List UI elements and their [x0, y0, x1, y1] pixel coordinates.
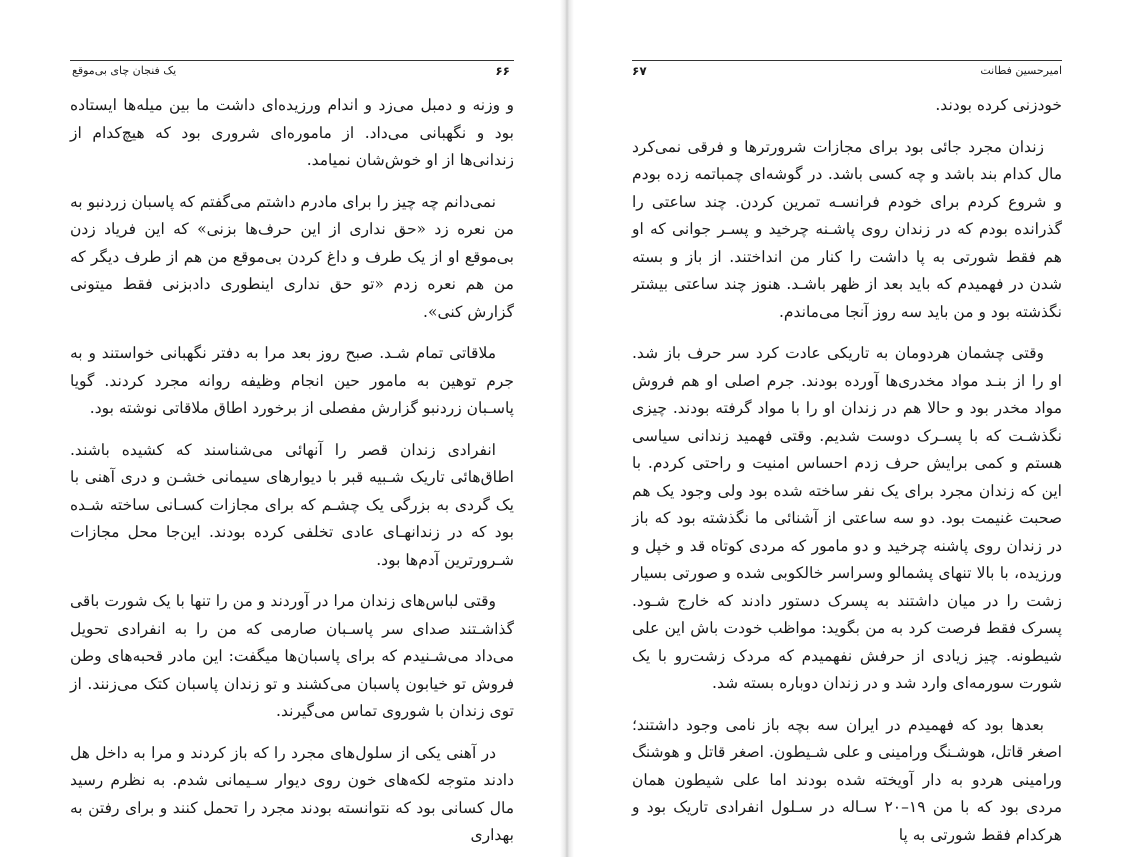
paragraph: در آهنی یکی از سلول‌های مجرد را که باز کردند و مرا به داخل هل دادند متوجه لکه‌های خون روی دیوار سـیمانی شدم. به نظرم رسید مال کسانی بود که نتوانسته بودند مجرد را تحمل کنند و برای رفتن به بهداری	[70, 743, 514, 844]
page-number: ۶۶	[495, 64, 510, 78]
paragraph: و وزنه و دمبل می‌زد و اندام ورزیده‌ای داشت ما بین میله‌ها ایستاده بود و نگهبانی می‌داد. از ماموره‌ای شروری بود که هیچ‌کدام از زندانی‌ها از او خوش‌شان نمیامد.	[70, 96, 514, 169]
page-number: ۶۷	[632, 64, 647, 78]
paragraph: نمی‌دانم چه چیز را برای مادرم داشتم می‌گفتم که پاسبان زردنبو به من نعره زد «حق نداری از این حرف‌ها بزنی» که این فریاد زدن بی‌موقع او از یک طرف و داغ کردن بی‌موقع من هم از طرف دیگر که من هم نعره زدم «تو حق نداری اینطوری دادبزنی فقط میتونی گزارش کنی».	[70, 192, 514, 321]
right-page-header	[632, 60, 1062, 81]
right-page-body	[632, 92, 1062, 863]
left-page-body	[70, 92, 514, 864]
left-page-header	[70, 60, 514, 81]
paragraph: خودزنی کرده بودند.	[935, 96, 1062, 114]
paragraph: بعدها بود که فهمیدم در ایران سه بچه باز نامی وجود داشتند؛ اصغر قاتل، هوشـنگ ورامینی و علی شـیطون. اصغر قاتل و هوشنگ ورامینی هردو به دار آویخته شده بودند اما علی شیطون همان مردی بود که با من ۱۹–۲۰ سـاله در سـلول انفرادی تاریک بود و هرکدام فقط شورتی به پا	[632, 715, 1062, 844]
running-title: امیرحسین فطانت	[980, 64, 1062, 77]
book-gutter	[560, 0, 574, 857]
paragraph: وقتی چشمان هردومان به تاریکی عادت کرد سر حرف باز شد. او را از بنـد مواد مخدری‌ها آورده بودند. جرم اصلی او هم فروش مواد مخدر بود و حالا هم در زندان او را با مواد گرفته بودند. چیزی نگذشـت که با پسـرک دوست شدیم. وقتی فهمید زندانی سیاسی هستم و کمی برایش حرف زدم احساس امنیت و راحتی کردم. با این که زندان مجرد برای یک نفر ساخته شده بود ولی وجود یک هم صحبت غنیمت بود. دو سه ساعتی از آشنائی ما نگذشته بود که باز در زندان روی پاشنه چرخید و دو مامور که مردی کوتاه قد و خپل و ورزیده، با بالا تنهای پشمالو وسراسر خالکوبی شده و صورتی بسیار زشت را در میان داشتند به پسرک دستور دادند که خارج شـود. پسرک فقط فرصت کرد به من بگوید: مواظب خودت باش این علی شیطونه. چیز زیادی از حرفش نفهمیدم که مردک زشت‌رو با یک شورت سورمه‌ای وارد شد و در زندان دوباره بسته شد.	[632, 344, 1062, 692]
paragraph: انفرادی زندان قصر را آنهائی می‌شناسند که کشیده باشند. اطاق‌هائی تاریک شـبیه قبر با دیوارهای سیمانی خشـن و دری آهنی با یک گردی به بزرگی یک چشـم که برای مجازات کسـانی ساخته شـده بود که در زندانهـای عادی تخلفی کرده بودند. این‌جا محل مجازات شـرورترین آدم‌ها بود.	[70, 440, 514, 569]
paragraph: ملاقاتی تمام شـد. صبح روز بعد مرا به دفتر نگهبانی خواستند و به جرم توهین به مامور حین انجام وظیفه روانه مجرد کردند. گویا پاسـبان زردنبو گزارش مفصلی از برخورد اطاق ملاقاتی نوشته بود.	[70, 344, 514, 417]
running-title: یک فنجان چای بی‌موقع	[72, 64, 177, 77]
paragraph: زندان مجرد جائی بود برای مجازات شرورترها و فرقی نمی‌کرد مال کدام بند باشد و چه کسی باشد. در گوشه‌ای چمباتمه زده بودم و شروع کردم برای خودم فرانسـه تمرین کردن. چند ساعتی را گذرانده بودم که در زندان روی پاشـنه چرخید و پسـر جوانی که او هم فقط شورتی به پا داشت را کنار من انداختند. از باز و بسته شدن در فهمیدم که باید بعد از ظهر باشـد. هنوز چند ساعتی بیشتر نگذشته بود و من باید سه روز آنجا می‌ماندم.	[632, 137, 1062, 321]
right-page	[632, 0, 1062, 857]
left-page	[70, 0, 514, 857]
paragraph: وقتی لباس‌های زندان مرا در آوردند و من را تنها با یک شورت باقی گذاشـتند صدای سر پاسـبان صارمی که من را به انفرادی تحویل می‌داد می‌شـنیدم که برای پاسبان‌ها میگفت: این مادر قحبه‌های وطن فروش تو خیابون پاسبان می‌کشند و تو زندان پاسبان کتک می‌زنند. از توی زندان با شوروی تماس می‌گیرند.	[70, 592, 514, 720]
